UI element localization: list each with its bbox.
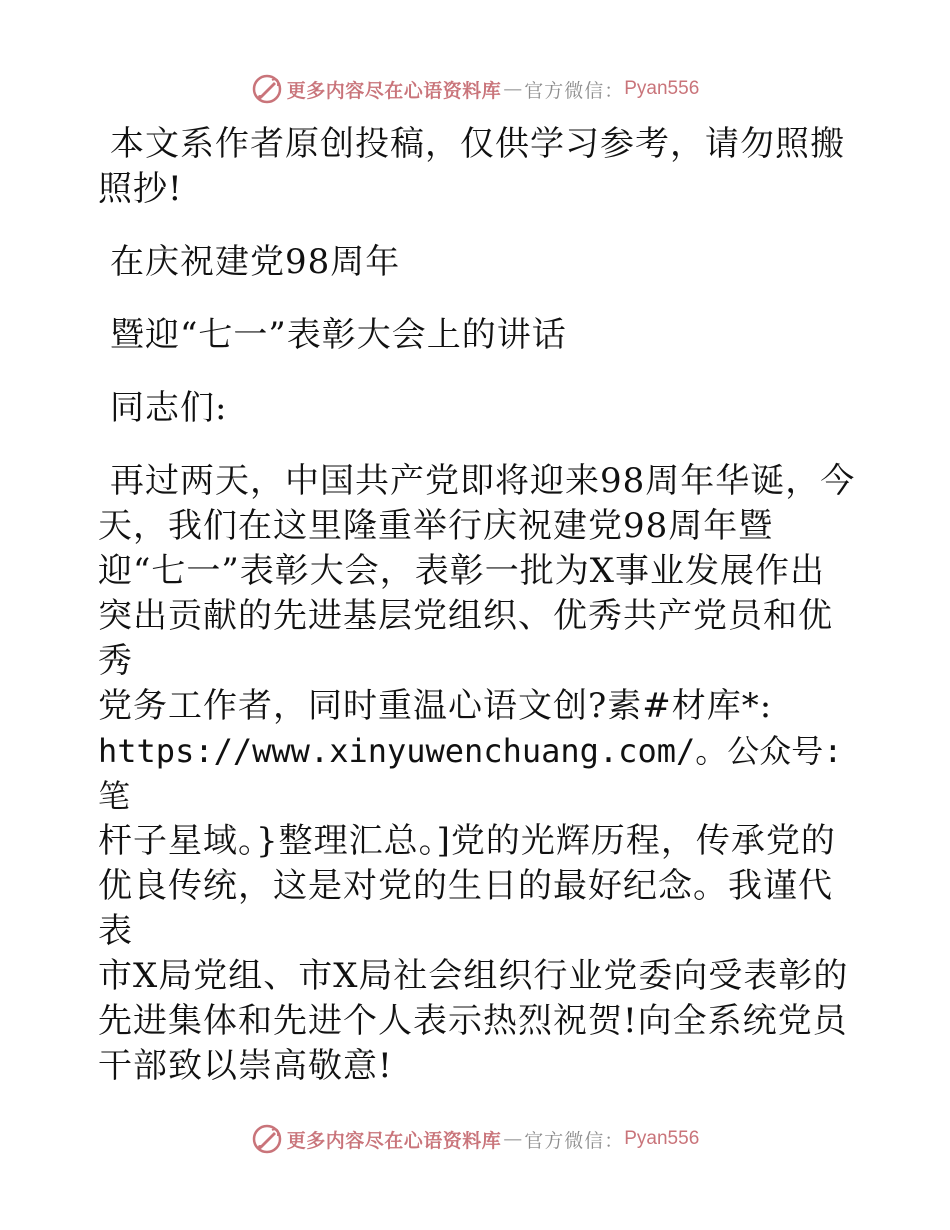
quill-pen-logo-icon (251, 73, 283, 105)
speech-title-line-2: 暨迎“七一”表彰大会上的讲话 (110, 315, 567, 355)
body-line: 突出贡献的先进基层党组织、优秀共产党员和优秀 (98, 596, 833, 681)
body-line: 干部致以崇高敬意! (98, 1046, 393, 1086)
notice-line-1: 本文系作者原创投稿，仅供学习参考，请勿照搬 (110, 124, 845, 164)
banner-separator: — (503, 78, 523, 100)
banner-account-id: Pyan556 (624, 78, 700, 99)
body-line: 市X局党组、市X局社会组织行业党委向受表彰的 (98, 956, 849, 996)
banner-label: 官方微信： (524, 79, 625, 102)
document-body (98, 122, 858, 1089)
header-watermark-banner (0, 72, 950, 106)
body-line: 党务工作者，同时重温心语文创?素#材库*: (98, 686, 773, 726)
body-line: 再过两天，中国共产党即将迎来98周年华诞，今 (110, 461, 856, 501)
banner-brand-text: 更多内容尽在心语资料库 (286, 1129, 502, 1152)
body-line: 杆子星域。}整理汇总。]党的光辉历程，传承党的 (98, 821, 836, 861)
banner-separator: — (503, 1128, 523, 1150)
body-line: 迎“七一”表彰大会，表彰一批为X事业发展作出 (98, 551, 825, 591)
speech-title-line-1: 在庆祝建党98周年 (110, 242, 401, 282)
body-line: 天，我们在这里隆重举行庆祝建党98周年暨 (98, 506, 774, 546)
body-line: 优良传统，这是对党的生日的最好纪念。我谨代表 (98, 866, 833, 951)
salutation: 同志们: (110, 388, 228, 428)
notice-line-2: 照抄! (98, 169, 183, 209)
banner-label: 官方微信： (524, 1129, 625, 1152)
banner-brand-text: 更多内容尽在心语资料库 (286, 79, 502, 102)
body-line-url: https://www.xinyuwenchuang.com/。公众号: 笔 (98, 732, 843, 815)
banner-account-id: Pyan556 (624, 1128, 700, 1149)
body-paragraph (98, 459, 858, 1089)
quill-pen-logo-icon (251, 1123, 283, 1155)
body-line: 先进集体和先进个人表示热烈祝贺!向全系统党员 (98, 1001, 848, 1041)
footer-watermark-banner (0, 1122, 950, 1156)
